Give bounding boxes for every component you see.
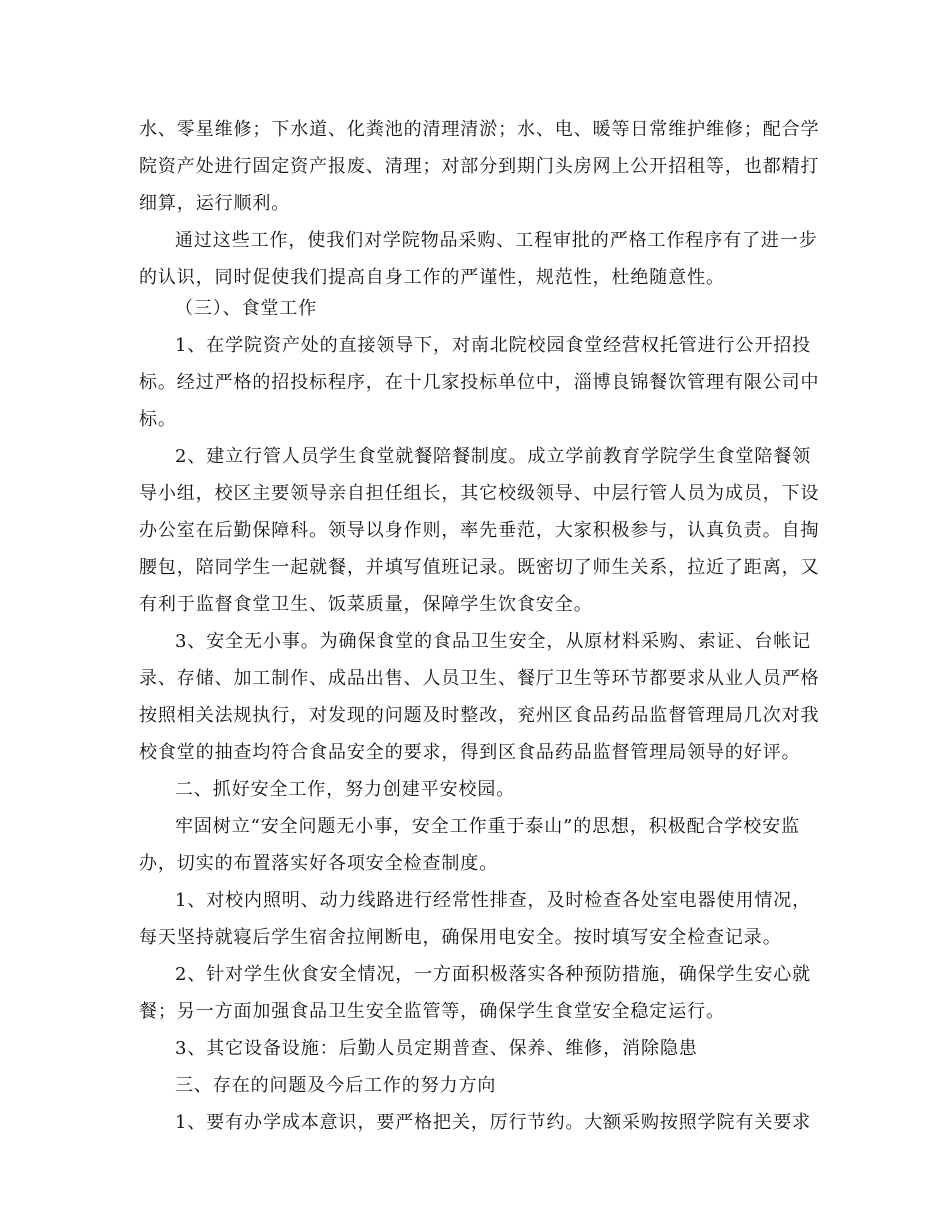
paragraph-start-line: 3、安全无小事。为确保食堂的食品卫生安全，从原材料采购、索证、台帐记 [175, 631, 812, 652]
text-line: 录、存储、加工制作、成品出售、人员卫生、餐厅卫生等环节都要求从业人员严格 [139, 668, 820, 689]
paragraph-start-line: 3、其它设备设施：后勤人员定期普查、保养、维修，消除隐患 [175, 1038, 698, 1059]
text-line: 办公室在后勤保障科。领导以身作则，率先垂范，大家积极参与，认真负责。自掏 [139, 520, 820, 541]
text-line: 按照相关法规执行，对发现的问题及时整改，兖州区食品药品监督管理局几次对我 [139, 705, 820, 726]
text-line: 标。经过严格的招投标程序，在十几家投标单位中，淄博良锦餐饮管理有限公司中 [139, 372, 820, 393]
section-heading: 二、抓好安全工作，努力创建平安校园。 [175, 779, 516, 800]
text-line: 导小组，校区主要领导亲自担任组长，其它校级领导、中层行管人员为成员，下设 [139, 483, 820, 504]
text-line: 水、零星维修；下水道、化粪池的清理清淤；水、电、暖等日常维护维修；配合学 [139, 119, 820, 140]
paragraph-start-line: 1、在学院资产处的直接领导下，对南北院校园食堂经营权托管进行公开招投 [175, 335, 812, 356]
text-line: 办，切实的布置落实好各项安全检查制度。 [139, 853, 499, 874]
text-line: 每天坚持就寝后学生宿舍拉闸断电，确保用电安全。按时填写安全检查记录。 [139, 927, 782, 948]
text-line: 有利于监督食堂卫生、饭菜质量，保障学生饮食安全。 [139, 594, 593, 615]
paragraph-start-line: 通过这些工作，使我们对学院物品采购、工程审批的严格工作程序有了进一步 [175, 230, 818, 251]
text-line: 餐；另一方面加强食品卫生安全监管等，确保学生食堂安全稳定运行。 [139, 1001, 725, 1022]
text-line: 标。 [139, 409, 177, 430]
paragraph-start-line: 1、要有办学成本意识，要严格把关，厉行节约。大额采购按照学院有关要求 [175, 1112, 812, 1133]
text-line: 校食堂的抽查均符合食品安全的要求，得到区食品药品监督管理局领导的好评。 [139, 742, 801, 763]
text-line: 院资产处进行固定资产报废、清理；对部分到期门头房网上公开招租等，也都精打 [139, 156, 820, 177]
text-line: 腰包，陪同学生一起就餐，并填写值班记录。既密切了师生关系，拉近了距离，又 [139, 557, 820, 578]
paragraph-start-line: 2、建立行管人员学生食堂就餐陪餐制度。成立学前教育学院学生食堂陪餐领 [175, 446, 812, 467]
text-line: 细算，运行顺利。 [139, 193, 291, 214]
paragraph-start-line: 1、对校内照明、动力线路进行经常性排查，及时检查各处室电器使用情况， [175, 890, 812, 911]
text-line: 的认识，同时促使我们提高自身工作的严谨性，规范性，杜绝随意性。 [139, 267, 725, 288]
paragraph-start-line: 牢固树立“安全问题无小事，安全工作重于泰山”的思想，积极配合学校安监 [175, 816, 801, 837]
paragraph-start-line: 2、针对学生伙食安全情况，一方面积极落实各种预防措施，确保学生安心就 [175, 964, 812, 985]
section-heading: 三、存在的问题及今后工作的努力方向 [175, 1075, 497, 1096]
section-heading: （三）、食堂工作 [175, 298, 318, 319]
